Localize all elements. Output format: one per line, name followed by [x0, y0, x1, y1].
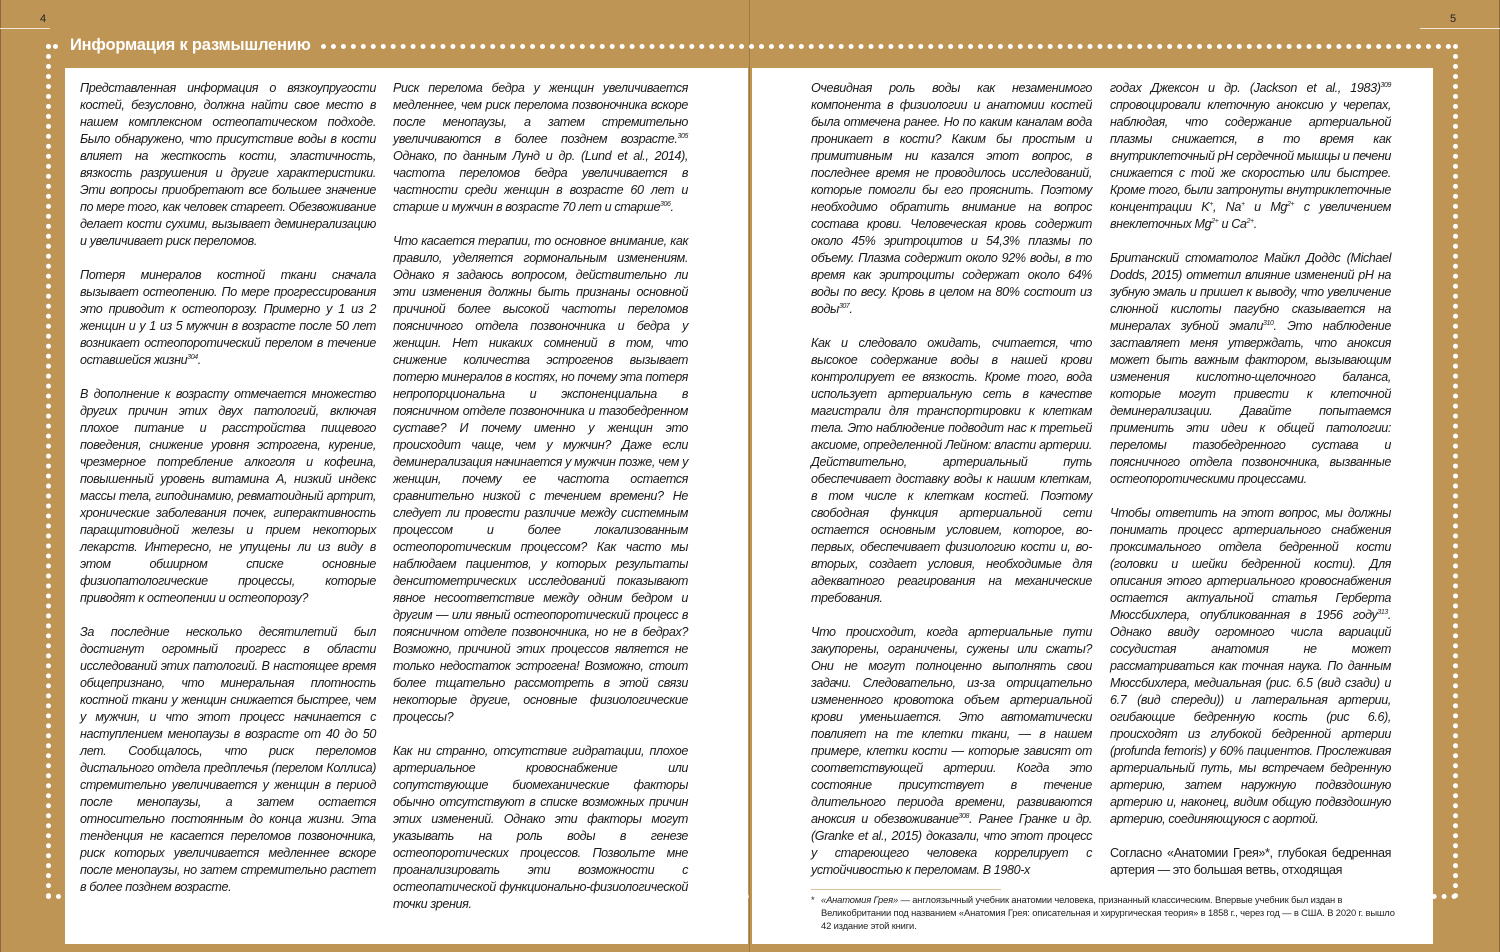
footnote: [811, 893, 1396, 932]
text-column-4: [1110, 80, 1391, 879]
dotted-frame-top: [321, 44, 1452, 49]
paragraph: Представленная информация о вязкоупругости костей, безусловно, должна найти свое место в нашем комплексном остеопатическом подходе. Было обнаружено, что присутствие воды в кости влияет на жесткость кости, эластичность, вязкость разрушения и другие характеристики. Эти вопросы приобретают все большее значение по мере того, как человек стареет. Обезвоживание делает кости сухими, вызывает деминерализацию и увеличивает риск переломов.: [80, 81, 376, 248]
page-edge-left: [0, 0, 1, 952]
text-column-3: [811, 80, 1092, 879]
reference-superscript: 306: [660, 201, 671, 208]
reference-superscript: 2+: [1211, 218, 1219, 225]
page-number-left: 4: [40, 13, 47, 25]
paragraph: Потеря минералов костной ткани сначала вызывает остеопению. По мере прогрессирования это приводит к остеопорозу. Примерно у 1 из 2 женщин и у 1 из 5 мужчин в возрасте после 50 лет возникает остеопоротический перелом в течение оставшейся жизни$^{304}$.: [80, 268, 376, 367]
reference-superscript: 304: [187, 354, 198, 361]
reference-superscript: 305: [677, 133, 688, 140]
paragraph: Риск перелома бедра у женщин увеличивается медленнее, чем риск перелома позвоночника вскоре после менопаузы, а затем стремительно увеличиваются в более позднем возрасте.$^{305}$ Однако, по данным Лунд и др. (Lund et al., 2014), частота переломов бедра увеличивается в частности среди женщин в возрасте 60 лет и старше и мужчин в возрасте 70 лет и старше$^{306}$.: [393, 81, 688, 214]
paragraph: Как и следовало ожидать, считается, что высокое содержание воды в нашей крови контролирует ее вязкость. Кроме того, вода использует артериальную сеть в качестве магистрали для транспортировки к клеткам тела. Это наблюдение подводит нас к третьей аксиоме, определенной Лейном: власти артерии. Действительно, артериальный путь обеспечивает доставку воды к нашим клеткам, в том числе к клеткам костей. Поэтому свободная функция артериальной сети остается основным условием, которое, во-первых, обеспечивает физиологию кости и, во-вторых, создает условия, необходимые для адекватного реагирования на механические требования.: [811, 336, 1092, 605]
reference-superscript: 308: [958, 813, 970, 820]
paragraph: За последние несколько десятилетий был достигнут огромный прогресс в области исследований этих патологий. В настоящее время общепризнано, что минеральная плотность костной ткани у женщин снижается быстрее, чем у мужчин, и что этот процесс начинается с наступлением менопаузы в возрасте от 40 до 50 лет. Сообщалось, что риск переломов дистального отдела предплечья (перелом Коллиса) стремительно увеличивается у женщин в период после менопаузы, а затем остается относительно постоянным до конца жизни. Эта тенденция не касается переломов позвоночника, риск которых увеличивается медленнее вскоре после менопаузы, но затем стремительно растет в более позднем возрасте.: [80, 625, 376, 894]
paragraph: Чтобы ответить на этот вопрос, мы должны понимать процесс артериального снабжения проксимального отдела бедренной кости (головки и шейки бедренной кости). Для описания этого артериального кровоснабжения остается актуальной статья Герберта Мюссбихлера, опубликованная в 1956 году$^{313}$. Однако ввиду огромного числа вариаций сосудистая анатомия не может рассматриваться как точная наука. По данным Мюссбихлера, медиальная (рис. 6.5 (вид сзади) и 6.7 (вид спереди)) и латеральная артерии, огибающие бедренную кость (рис 6.6), происходят из глубокой бедренной артерии (profunda femoris) у 60% пациентов. Прослеживая артериальный путь, мы встречаем бедренную артерию, затем наружную подвздошную артерию и, наконец, видим общую подвздошную артерию, соединяющуюся с аортой.: [1110, 506, 1391, 826]
page-number-right: 5: [1450, 13, 1457, 25]
reference-superscript: 309: [1380, 82, 1391, 89]
paragraph: Британский стоматолог Майкл Доддс (Michael Dodds, 2015) отметил влияние изменений pH на зубную эмаль и пришел к выводу, что увеличение слюнной кислоты пагубно сказывается на минералах зубной эмали$^{310}$. Это наблюдение заставляет меня утверждать, что аноксия может быть важным фактором, вызывающим изменения кислотно-щелочного баланса, которые могут привести к клеточной деминерализации. Давайте попытаемся применить эти идеи к общей патологии: переломы тазобедренного сустава и поясничного отдела позвоночника, вызванные остеопоротическими процессами.: [1110, 251, 1391, 486]
footnote-marker: *: [811, 894, 815, 905]
reference-superscript: +: [1240, 201, 1245, 208]
page-number-rule-left: [0, 28, 50, 29]
text-column-2: [393, 80, 688, 913]
reference-superscript: +: [1209, 201, 1214, 208]
page-number-rule-right: [1420, 28, 1500, 29]
paragraph: Очевидная роль воды как незаменимого компонента в физиологии и анатомии костей была отмечена ранее. Но по каким каналам вода проникает в кости? Каким бы простым и примитивным ни казался этот вопрос, в последнее время не проводилось исследований, которые помогли бы его прояснить. Поэтому необходимо обратить внимание на вопрос состава крови. Человеческая кровь содержит около 45% эритроцитов и 54,3% плазмы по объему. Плазма содержит около 92% воды, в то время как эритроциты содержат около 64% воды по весу. Кровь в целом на 80% состоит из воды$^{307}$.: [811, 81, 1092, 316]
paragraph: Как ни странно, отсутствие гидратации, плохое артериальное кровоснабжение или сопутствующие биомеханические факторы обычно отсутствуют в списке возможных причин этих изменений. Однако эти факторы могут указывать на роль воды в генезе остеопоротических процессов. Позвольте мне проанализировать эти возможности с остеопатической функционально-физиологической точки зрения.: [393, 744, 688, 911]
reference-superscript: 307: [838, 303, 850, 310]
reference-superscript: 310: [1262, 320, 1274, 327]
footnote-rule: [811, 889, 1001, 890]
footnote-title: «Анатомия Грея»: [821, 894, 899, 905]
reference-superscript: 313: [1377, 609, 1388, 616]
paragraph: Что касается терапии, то основное внимание, как правило, уделяется гормональным изменениям. Однако я задаюсь вопросом, действительно ли эти изменения должны быть признаны основной причиной более высокой частоты переломов поясничного отдела позвоночника и бедра у женщин. Нет никаких сомнений в том, что снижение количества эстрогенов вызывает потерю минералов в костях, но почему эта потеря непропорциональна и экспоненциальна в поясничном отделе позвоночника и тазобедренном суставе? И почему именно у женщин это происходит чаще, чем у мужчин? Даже если деминерализация начинается у мужчин позже, чем у женщин, почему ее частота остается сравнительно низкой с течением времени? Не следует ли провести различие между системным процессом и более локализованным остеопоротическим процессом? Как часто мы наблюдаем пациентов, у которых результаты денситометрических исследований показывают явное несоответствие между одним бедром и другим — или явный остеопоротический процесс в поясничном отделе позвоночника, но не в бедрах? Возможно, причиной этих процессов является не только недостаток эстрогена! Возможно, стоит более тщательно рассмотреть в этой связи некоторые другие, основные физиологические процессы?: [393, 234, 688, 724]
dotted-frame-top-left: [46, 44, 58, 49]
paragraph: годах Джексон и др. (Jackson et al., 1983)$^{309}$ спровоцировали клеточную аноксию у черепах, наблюдая, что содержание артериальной плазмы снижается, в то время как внутриклеточный pH сердечной мышцы и печени снижается с той же скоростью или быстрее. Кроме того, были затронуты внутриклеточные концентрации K+, Na+ и $Mg^{2+}$ с увеличением внеклеточных $Mg^{2+}$ и $Ca^{2+}$.: [1110, 81, 1391, 231]
footnote-text: — англоязычный учебник анатомии человека, признанный классическим. Впервые учебник был издан в Великобритании под названием «Анатомия Грея: описательная и хирургическая теория» в 1858 г., через год — в США. В 2020 г. вышло 42 издание этой книги.: [821, 894, 1395, 931]
reference-superscript: 2+: [1287, 201, 1295, 208]
section-title: Информация к размышлению: [70, 36, 311, 54]
paragraph: Что происходит, когда артериальные пути закупорены, ограничены, сужены или сжаты? Они не могут полноценно выполнять свои задачи. Следовательно, из-за отрицательно измененного кровотока объем артериальной крови уменьшается. Это автоматически повлияет на те клетки ткани, — в нашем примере, клетки кости — которые зависят от соответствующей артерии. Когда это состояние присутствует в течение длительного периода времени, развиваются аноксия и обезвоживание$^{308}$. Ранее Гранке и др. (Granke et al., 2015) доказали, что этот процесс у стареющего человека коррелирует с устойчивостью к переломам. В 1980-х: [811, 625, 1092, 877]
paragraph: Согласно «Анатомии Грея»*, глубокая бедренная артерия — это большая ветвь, отходящая: [1110, 846, 1391, 877]
text-column-1: [80, 80, 376, 896]
reference-superscript: 2+: [1246, 218, 1254, 225]
paragraph: В дополнение к возрасту отмечается множество других причин этих двух патологий, включая плохое питание и расстройства пищевого поведения, снижение уровня эстрогена, курение, чрезмерное потребление алкоголя и кофеина, повышенный уровень витамина А, низкий индекс массы тела, гиподинамию, ревматоидный артрит, хронические заболевания почек, гиперактивность паращитовидной железы и прием некоторых лекарств. Интересно, не упущены ли из виду в этом обширном списке основные физиопатологические процессы, которые приводят к остеопении и остеопорозу?: [80, 387, 376, 605]
